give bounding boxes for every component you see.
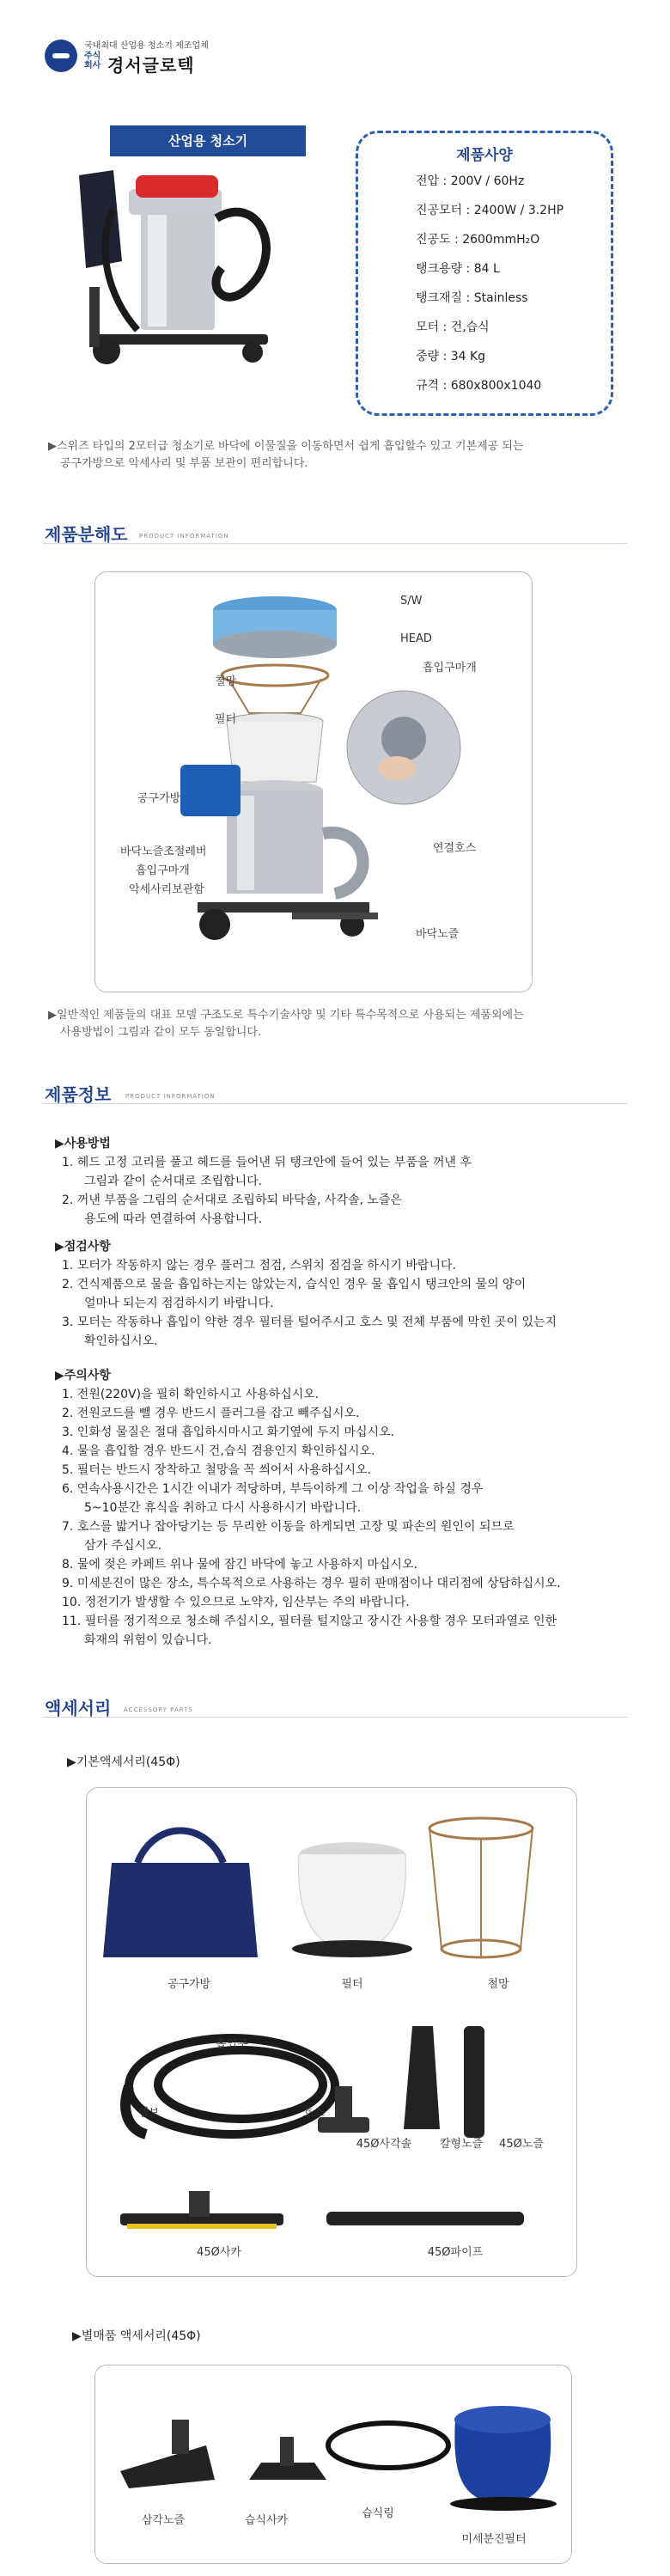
spec-row: 중량 : 34 Kg [416, 350, 486, 363]
label-floor-nozzle: 바닥노즐 [416, 928, 460, 941]
section-divider [43, 1717, 627, 1718]
company-name: 경서글로텍 [107, 55, 195, 76]
label-sw: S/W [400, 595, 423, 607]
spec-row: 전압 : 200V / 60Hz [416, 174, 525, 188]
spec-row: 모터 : 건,습식 [416, 320, 490, 334]
caution-item: 7. 호스를 밟거나 잡아당기는 등 무리한 이동을 하게되면 고장 및 파손의 원인이 되므로 [62, 1520, 515, 1534]
caution-item: 8. 물에 젖은 카페트 위나 물에 잠긴 바닥에 놓고 사용하지 마십시오. [62, 1558, 417, 1572]
product-note-line2: 공구가방으로 악세사리 및 부품 보관이 편리합니다. [60, 457, 308, 470]
caution-item: 9. 미세분진이 많은 장소, 특수목적으로 사용하는 경우 필히 판매점이나 대리점에 상담하십시오. [62, 1577, 561, 1590]
check-heading: ▶점검사항 [55, 1240, 111, 1254]
label-head: HEAD [400, 632, 432, 645]
spec-row: 규격 : 680x800x1040 [416, 379, 542, 393]
usage-item: 그림과 같이 순서대로 조립합니다. [84, 1175, 263, 1188]
spec-row: 진공모터 : 2400W / 3.2HP [416, 204, 564, 217]
check-item: 얼마나 되는지 점검하시기 바랍니다. [84, 1297, 274, 1310]
basic-accessory-images [103, 1803, 567, 2258]
usage-block [55, 1134, 472, 1229]
acc-label-pipe: 45Ø파이프 [427, 2246, 484, 2259]
spec-title: 제품사양 [456, 147, 513, 164]
check-item: 1. 모터가 작동하지 않는 경우 플러그 점검, 스위치 점검을 하시기 바랍니다. [62, 1259, 456, 1273]
label-filter: 필터 [215, 713, 237, 726]
acc-label-nozzle: 45Ø노즐 [499, 2138, 544, 2151]
caution-item: 11. 필터를 정기적으로 청소해 주십시오, 필터를 털지않고 장시간 사용할 경우 모터과열로 인한 [62, 1615, 557, 1628]
acc-label-wet-squeegee: 습식사카 [244, 2514, 289, 2527]
extra-accessory-images [112, 2385, 558, 2514]
info-title: 제품정보 [45, 1084, 112, 1105]
acc-label-square-brush: 45Ø사각솔 [356, 2138, 412, 2151]
acc-label-triangle: 삼각노즐 [141, 2514, 186, 2527]
label-tool-bag: 공구가방 [137, 792, 181, 805]
caution-item: 화재의 위험이 있습니다. [84, 1633, 212, 1647]
check-block [55, 1237, 557, 1351]
check-item: 확인하십시오. [84, 1334, 158, 1348]
section-divider [43, 1103, 627, 1104]
vacuum-product-image [62, 158, 306, 375]
breakdown-title: 제품분해도 [45, 524, 128, 545]
acc-label-elbow: 엘보 [137, 2107, 160, 2120]
acc-label-mesh: 철망 [487, 1978, 509, 1991]
acc-label-intake: 흡입구 [216, 2038, 248, 2051]
caution-block [55, 1366, 561, 1650]
accessory-title: 액세서리 [45, 1698, 112, 1718]
caution-item: 6. 연속사용시간은 1시간 이내가 적당하며, 부득이하게 그 이상 작업을 하실 경우 [62, 1482, 484, 1496]
usage-item: 1. 헤드 고정 고리를 풀고 헤드를 들어낸 뒤 탱크안에 들어 있는 부품을 꺼낸 후 [62, 1156, 472, 1169]
label-hose: 연결호스 [433, 842, 477, 855]
breakdown-note-line1: ▶일반적인 제품들의 대표 모델 구조도로 특수기술사양 및 기타 특수목적으로 사용되는 제품외에는 [48, 1009, 524, 1022]
label-mesh: 철망 [215, 675, 237, 688]
acc-label-crevice: 칼형노즐 [439, 2138, 484, 2151]
acc-label-fine-filter: 미세분진필터 [461, 2533, 527, 2546]
usage-item: 용도에 따라 연결하여 사용합니다. [84, 1212, 263, 1226]
usage-item: 2. 꺼낸 부품을 그림의 순서대로 조립하되 바닥솔, 사각솔, 노즐은 [62, 1193, 402, 1207]
corp-mark: 주식회사 [84, 52, 101, 70]
spec-row: 탱크재질 : Stainless [416, 291, 528, 305]
product-label: 산업용 청소기 [110, 125, 306, 156]
label-intake-cap2: 흡입구마개 [136, 864, 190, 877]
acc-label-wet-ring: 습식링 [362, 2507, 394, 2520]
check-item: 2. 건식제품으로 물을 흡입하는지는 않았는지, 습식인 경우 물 흡입시 탱크안의 물의 양이 [62, 1278, 527, 1291]
caution-item: 4. 물을 흡입할 경우 반드시 건,습식 겸용인지 확인하십시오. [62, 1444, 375, 1458]
caution-item: 삼가 주십시오. [84, 1539, 162, 1553]
caution-item: 10. 정전기가 발생할 수 있으므로 노약자, 임산부는 주의 바랍니다. [62, 1596, 410, 1609]
acc-label-hose: 호스 [302, 2107, 325, 2120]
spec-row: 진공도 : 2600mmH₂O [416, 233, 540, 247]
usage-heading: ▶사용방법 [55, 1137, 111, 1151]
product-note-line1: ▶스위즈 타입의 2모터급 청소기로 바닥에 이물질을 이동하면서 쉽게 흡입할수 있고 기본제공 되는 [48, 440, 524, 453]
check-item: 3. 모터는 작동하나 흡입이 약한 경우 필터를 털어주시고 호스 및 전체 부품에 막힌 곳이 있는지 [62, 1315, 557, 1329]
accessory-subtitle: ACCESSORY PARTS [124, 1706, 193, 1713]
label-floor-lever: 바닥노즐조절레버 [120, 845, 207, 858]
caution-item: 5. 필터는 반드시 장착하고 철망을 꼭 씌어서 사용하십시오. [62, 1463, 372, 1477]
caution-item: 2. 전원코드를 뺄 경우 반드시 플러그를 잡고 빼주십시오. [62, 1407, 360, 1420]
info-subtitle: PRODUCT INFORMATION [125, 1093, 216, 1100]
acc-label-squeegee: 45Ø사카 [197, 2246, 241, 2259]
exploded-diagram-image [120, 584, 515, 980]
basic-accessory-heading: ▶기본액세서리(45Φ) [67, 1755, 180, 1769]
caution-item: 3. 인화성 물질은 절대 흡입하시마시고 화기옆에 두지 마십시오. [62, 1425, 395, 1439]
section-divider [43, 543, 627, 544]
breakdown-subtitle: PRODUCT INFORMATION [139, 533, 229, 540]
breakdown-note-line2: 사용방법이 그림과 같이 모두 동일합니다. [60, 1026, 262, 1039]
company-tagline: 국내최대 산업용 청소기 제조업체 [84, 41, 209, 51]
acc-label-filter: 필터 [341, 1978, 363, 1991]
extra-accessory-heading: ▶별매품 액세서리(45Φ) [72, 2329, 201, 2343]
label-acc-holder: 악세사리보관함 [129, 883, 204, 896]
caution-heading: ▶주의사항 [55, 1369, 111, 1383]
label-intake-cap: 흡입구마개 [423, 662, 477, 675]
caution-item: 1. 전원(220V)을 필히 확인하시고 사용하십시오. [62, 1388, 320, 1401]
spec-row: 탱크용량 : 84 L [416, 262, 500, 276]
acc-label-tool-bag: 공구가방 [167, 1978, 211, 1991]
company-logo-icon [45, 40, 77, 72]
caution-item: 5~10분간 휴식을 취하고 다시 사용하시기 바랍니다. [84, 1501, 362, 1515]
